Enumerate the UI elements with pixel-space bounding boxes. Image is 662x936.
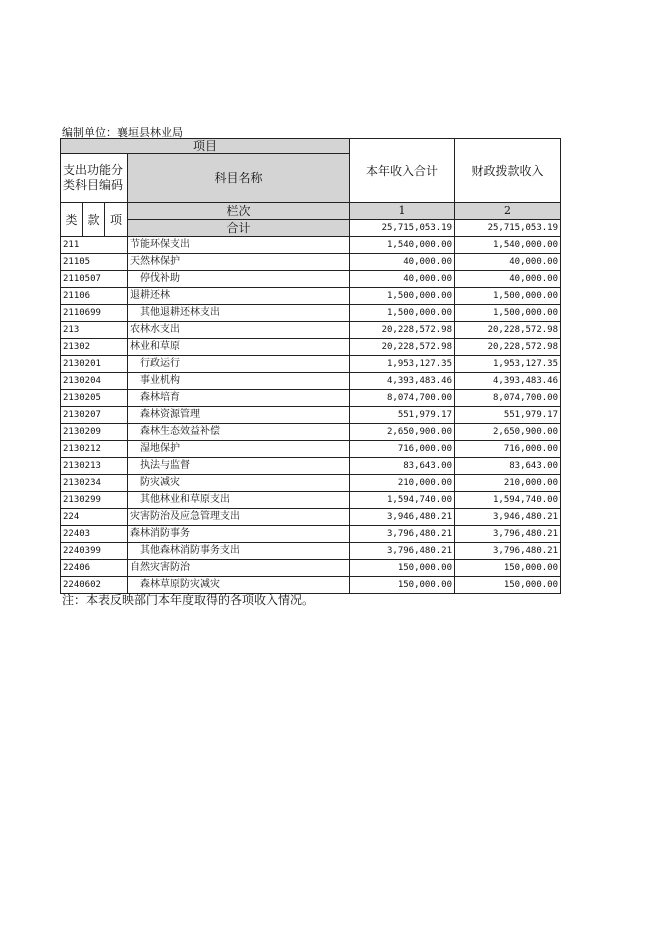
header-kuan: 款: [83, 203, 105, 237]
table-row: [61, 492, 561, 509]
row-income-total: 1,953,127.35: [350, 356, 455, 373]
row-code: 2130205: [61, 390, 128, 407]
row-subject-name: 天然林保护: [128, 254, 350, 271]
row-code: 21105: [61, 254, 128, 271]
row-subject-name: 湿地保护: [128, 441, 350, 458]
row-fiscal-income: 83,643.00: [455, 458, 561, 475]
row-fiscal-income: 40,000.00: [455, 271, 561, 288]
row-income-total: 3,796,480.21: [350, 543, 455, 560]
row-income-total: 150,000.00: [350, 560, 455, 577]
row-code: 2240602: [61, 577, 128, 594]
row-fiscal-income: 8,074,700.00: [455, 390, 561, 407]
row-fiscal-income: 1,953,127.35: [455, 356, 561, 373]
row-code: 2130207: [61, 407, 128, 424]
row-income-total: 20,228,572.98: [350, 322, 455, 339]
table-row: [61, 424, 561, 441]
row-subject-name: 农林水支出: [128, 322, 350, 339]
row-income-total: 4,393,483.46: [350, 373, 455, 390]
row-fiscal-income: 3,946,480.21: [455, 509, 561, 526]
row-code: 2110699: [61, 305, 128, 322]
row-subject-name: 林业和草原: [128, 339, 350, 356]
row-fiscal-income: 3,796,480.21: [455, 543, 561, 560]
row-subject-name: 森林生态效益补偿: [128, 424, 350, 441]
row-fiscal-income: 20,228,572.98: [455, 339, 561, 356]
footnote: 注：本表反映部门本年度取得的各项收入情况。: [62, 593, 315, 607]
row-code: 213: [61, 322, 128, 339]
row-income-total: 83,643.00: [350, 458, 455, 475]
table-row: [61, 288, 561, 305]
row-subject-name: 其他林业和草原支出: [128, 492, 350, 509]
row-code: 21302: [61, 339, 128, 356]
row-income-total: 3,946,480.21: [350, 509, 455, 526]
row-income-total: 40,000.00: [350, 254, 455, 271]
table-row: [61, 407, 561, 424]
row-subject-name: 停伐补助: [128, 271, 350, 288]
row-income-total: 2,650,900.00: [350, 424, 455, 441]
row-fiscal-income: 210,000.00: [455, 475, 561, 492]
row-subject-name: 事业机构: [128, 373, 350, 390]
row-subject-name: 灾害防治及应急管理支出: [128, 509, 350, 526]
row-code: 2130234: [61, 475, 128, 492]
header-item: 项目: [61, 139, 350, 154]
header-xiang: 项: [105, 203, 128, 237]
row-code: 2130204: [61, 373, 128, 390]
row-fiscal-income: 1,594,740.00: [455, 492, 561, 509]
table-row: [61, 458, 561, 475]
header-subject-name: 科目名称: [128, 154, 350, 203]
row-subject-name: 森林培育: [128, 390, 350, 407]
row-code: 2130212: [61, 441, 128, 458]
row-fiscal-income: 1,540,000.00: [455, 237, 561, 254]
row-code: 21106: [61, 288, 128, 305]
table-row: [61, 356, 561, 373]
row-income-total: 1,594,740.00: [350, 492, 455, 509]
row-subject-name: 森林资源管理: [128, 407, 350, 424]
header-total-label: 合计: [128, 220, 350, 237]
row-subject-name: 退耕还林: [128, 288, 350, 305]
row-income-total: 40,000.00: [350, 271, 455, 288]
row-fiscal-income: 150,000.00: [455, 560, 561, 577]
table-row: [61, 373, 561, 390]
row-subject-name: 森林草原防灾减灾: [128, 577, 350, 594]
income-table: [60, 138, 561, 594]
row-subject-name: 节能环保支出: [128, 237, 350, 254]
table-row: [61, 254, 561, 271]
row-code: 2240399: [61, 543, 128, 560]
table-row: [61, 237, 561, 254]
row-income-total: 1,500,000.00: [350, 288, 455, 305]
header-lei: 类: [61, 203, 83, 237]
total-income: 25,715,053.19: [350, 220, 455, 237]
row-code: 211: [61, 237, 128, 254]
table-row: [61, 339, 561, 356]
row-fiscal-income: 3,796,480.21: [455, 526, 561, 543]
row-income-total: 150,000.00: [350, 577, 455, 594]
table-row: [61, 390, 561, 407]
row-code: 2130213: [61, 458, 128, 475]
row-subject-name: 行政运行: [128, 356, 350, 373]
col-number-1: 1: [350, 203, 455, 220]
row-code: 224: [61, 509, 128, 526]
row-subject-name: 自然灾害防治: [128, 560, 350, 577]
row-fiscal-income: 1,500,000.00: [455, 305, 561, 322]
row-income-total: 551,979.17: [350, 407, 455, 424]
compiling-unit-label: 编制单位：襄垣县林业局: [62, 126, 183, 139]
header-fiscal-income: 财政拨款收入: [455, 139, 561, 203]
table-row: [61, 526, 561, 543]
table-row: [61, 560, 561, 577]
row-subject-name: 其他退耕还林支出: [128, 305, 350, 322]
row-code: 2110507: [61, 271, 128, 288]
row-subject-name: 森林消防事务: [128, 526, 350, 543]
row-income-total: 1,500,000.00: [350, 305, 455, 322]
header-code-group: 支出功能分类科目编码: [61, 154, 128, 203]
table-row: [61, 509, 561, 526]
table-row: [61, 543, 561, 560]
row-fiscal-income: 4,393,483.46: [455, 373, 561, 390]
header-lanci: 栏次: [128, 203, 350, 220]
row-income-total: 20,228,572.98: [350, 339, 455, 356]
row-subject-name: 防灾减灾: [128, 475, 350, 492]
row-fiscal-income: 2,650,900.00: [455, 424, 561, 441]
table-row: [61, 322, 561, 339]
row-fiscal-income: 40,000.00: [455, 254, 561, 271]
table-row: [61, 305, 561, 322]
col-number-2: 2: [455, 203, 561, 220]
row-subject-name: 执法与监督: [128, 458, 350, 475]
row-income-total: 3,796,480.21: [350, 526, 455, 543]
row-code: 22403: [61, 526, 128, 543]
table-row: [61, 441, 561, 458]
total-fiscal: 25,715,053.19: [455, 220, 561, 237]
row-fiscal-income: 716,000.00: [455, 441, 561, 458]
table-row: [61, 271, 561, 288]
row-code: 2130209: [61, 424, 128, 441]
row-code: 2130201: [61, 356, 128, 373]
row-subject-name: 其他森林消防事务支出: [128, 543, 350, 560]
row-fiscal-income: 551,979.17: [455, 407, 561, 424]
header-income-total: 本年收入合计: [350, 139, 455, 203]
row-income-total: 716,000.00: [350, 441, 455, 458]
row-income-total: 8,074,700.00: [350, 390, 455, 407]
row-fiscal-income: 1,500,000.00: [455, 288, 561, 305]
row-code: 22406: [61, 560, 128, 577]
row-income-total: 210,000.00: [350, 475, 455, 492]
row-fiscal-income: 20,228,572.98: [455, 322, 561, 339]
table-row: [61, 475, 561, 492]
row-income-total: 1,540,000.00: [350, 237, 455, 254]
row-code: 2130299: [61, 492, 128, 509]
row-fiscal-income: 150,000.00: [455, 577, 561, 594]
